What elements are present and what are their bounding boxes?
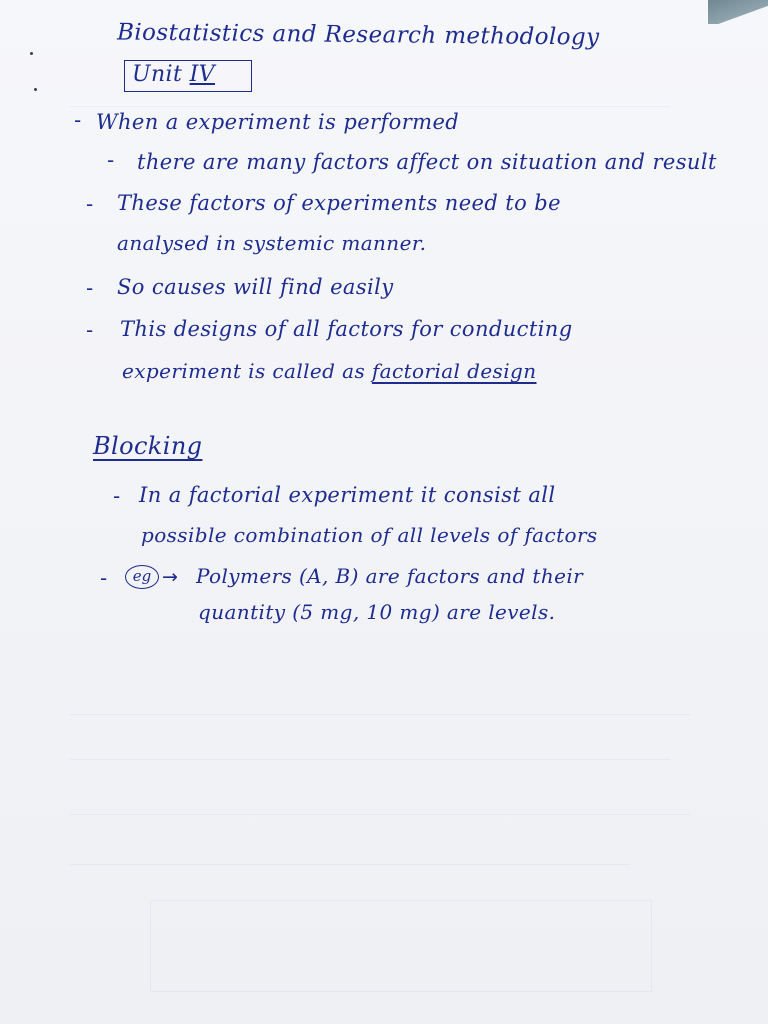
arrow-right-icon: → bbox=[162, 566, 178, 588]
bullet-dash: - bbox=[86, 318, 94, 342]
margin-dot bbox=[30, 52, 33, 55]
bullet-dash: - bbox=[86, 192, 94, 216]
bullet-dash: - bbox=[74, 108, 82, 132]
bleed-through-line bbox=[70, 800, 690, 815]
unit-label-group bbox=[132, 62, 215, 87]
bleed-through-line bbox=[70, 92, 670, 107]
example-circle-label: eg bbox=[125, 565, 159, 589]
unit-number: IV bbox=[189, 62, 215, 87]
bullet-dash: - bbox=[86, 276, 94, 300]
note-text: experiment is called as bbox=[122, 359, 366, 383]
section-heading-blocking: Blocking bbox=[93, 432, 203, 460]
bleed-through-box bbox=[150, 900, 652, 992]
bleed-through-line bbox=[70, 850, 630, 865]
note-line: analysed in systemic manner. bbox=[117, 231, 427, 255]
page-corner-fold bbox=[708, 0, 768, 24]
term-factorial-design: factorial design bbox=[371, 359, 537, 383]
note-line: These factors of experiments need to be bbox=[117, 191, 561, 215]
bleed-through-line bbox=[70, 700, 690, 715]
unit-label: Unit bbox=[132, 62, 183, 87]
blocking-line: possible combination of all levels of factors bbox=[141, 523, 598, 547]
bullet-dash: - bbox=[100, 566, 108, 590]
note-line: So causes will find easily bbox=[117, 275, 394, 299]
margin-dot bbox=[34, 88, 37, 91]
blocking-line: Polymers (A, B) are factors and their bbox=[196, 564, 584, 588]
note-line-definition bbox=[122, 359, 537, 383]
bullet-dash: - bbox=[113, 484, 121, 508]
note-line: When a experiment is performed bbox=[96, 110, 460, 134]
bullet-dash: - bbox=[107, 148, 115, 172]
note-line: This designs of all factors for conducting bbox=[120, 317, 573, 341]
page-title: Biostatistics and Research methodology bbox=[116, 19, 600, 51]
blocking-line: quantity (5 mg, 10 mg) are levels. bbox=[198, 600, 556, 624]
bleed-through-line bbox=[70, 745, 670, 760]
blocking-line: In a factorial experiment it consist all bbox=[139, 483, 556, 507]
note-line: there are many factors affect on situation and result bbox=[137, 150, 717, 174]
